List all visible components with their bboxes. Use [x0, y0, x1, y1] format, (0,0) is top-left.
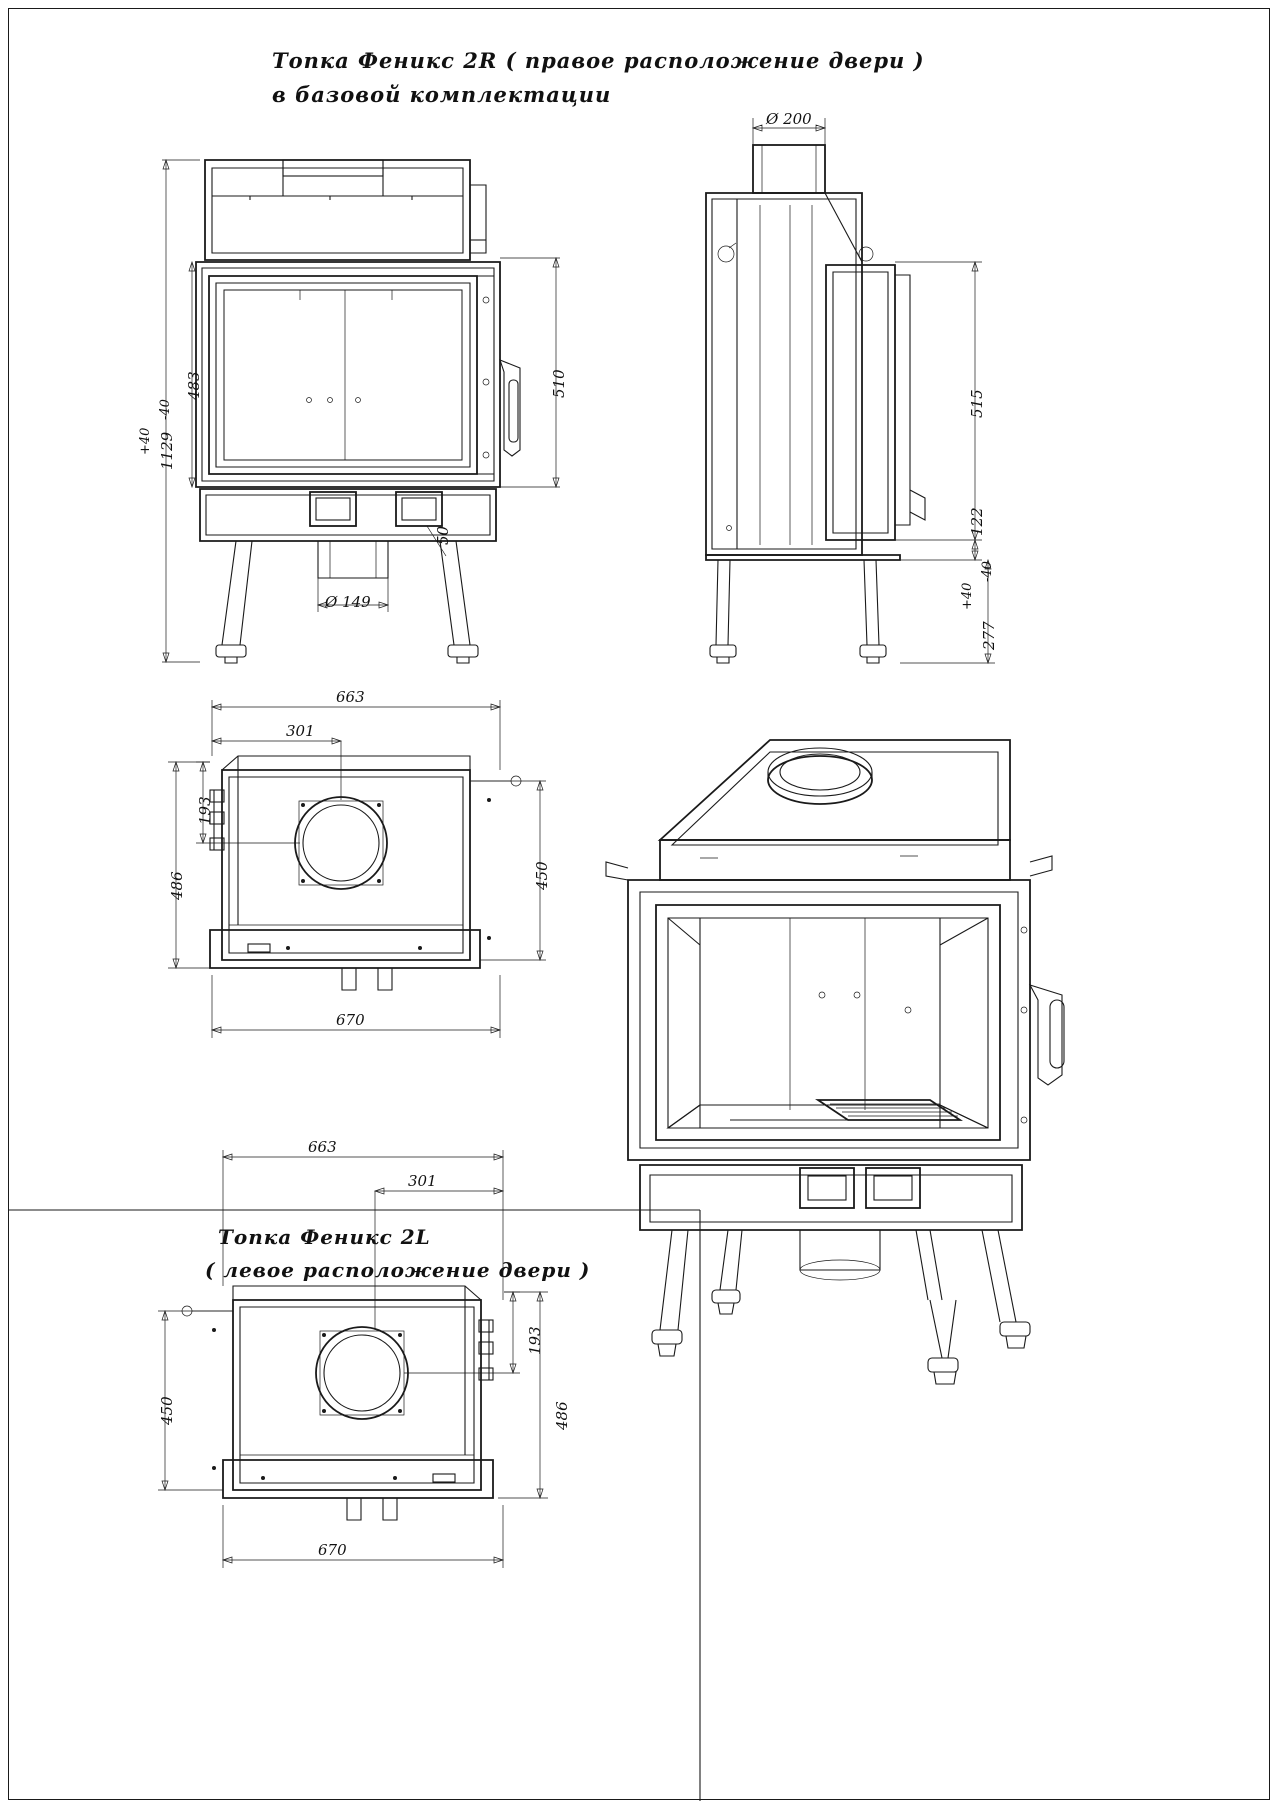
dim-front-bottom-flue-dia: Ø 149 — [325, 593, 371, 611]
dim-side-base-offset: 122 — [968, 507, 986, 536]
dim-side-flue-dia: Ø 200 — [766, 110, 812, 128]
page-title: Топка Феникс 2R ( правое расположение двери ) — [272, 48, 925, 73]
dim-plan2l-flue-y: 193 — [526, 1326, 544, 1355]
dim-plan2r-depth-left: 486 — [168, 871, 186, 900]
dim-side-leg-tolerance-minus: -40 — [980, 561, 995, 582]
dim-front-height-tolerance-plus: +40 — [138, 427, 153, 455]
dim-front-glass-height: 483 — [185, 371, 203, 400]
dim-plan2l-depth-left: 450 — [158, 1396, 176, 1425]
dim-front-50: 50 — [434, 525, 452, 545]
isometric-view-2r — [606, 740, 1064, 1384]
dim-side-leg-height: 277 — [980, 621, 998, 650]
front-elevation-2r — [162, 160, 560, 663]
dim-plan2l-width-bottom: 670 — [318, 1541, 347, 1559]
page-subtitle: в базовой комплектации — [272, 82, 612, 107]
dim-front-body-height: 510 — [550, 369, 568, 398]
dim-front-height-tolerance-minus: -40 — [158, 399, 173, 420]
dim-side-leg-tolerance-plus: +40 — [960, 582, 975, 610]
dim-plan2l-depth-right: 486 — [553, 1401, 571, 1430]
dim-plan2l-width-top: 663 — [308, 1138, 337, 1156]
section-subtitle-2l: ( левое расположение двери ) — [205, 1258, 591, 1282]
section-title-2l: Топка Феникс 2L — [218, 1225, 431, 1249]
plan-view-2r — [168, 700, 546, 1038]
dim-front-overall-height: 1129 — [158, 431, 176, 470]
plan-view-2l — [158, 1150, 548, 1568]
dim-plan2r-width-top: 663 — [336, 688, 365, 706]
dim-plan2r-depth-right: 450 — [533, 861, 551, 890]
dim-plan2r-flue-y: 193 — [196, 796, 214, 825]
side-elevation-2r — [706, 118, 995, 663]
dim-side-body-height: 515 — [968, 389, 986, 418]
dim-plan2r-flue-x: 301 — [286, 722, 315, 740]
dim-plan2l-flue-x: 301 — [408, 1172, 437, 1190]
dim-plan2r-width-bottom: 670 — [336, 1011, 365, 1029]
